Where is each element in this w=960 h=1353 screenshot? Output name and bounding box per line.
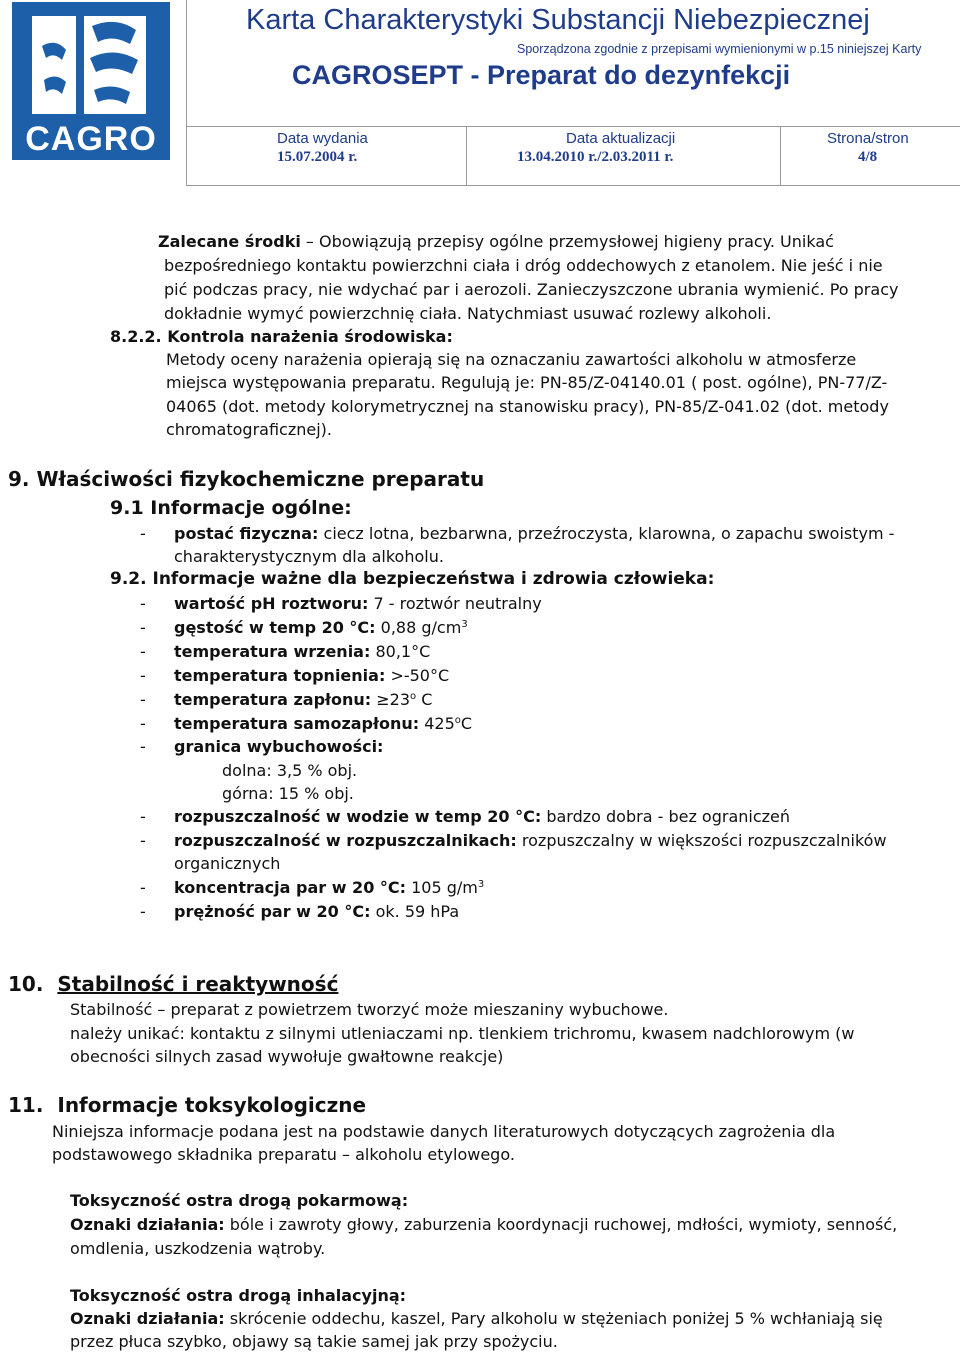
degree-sign: o bbox=[410, 691, 417, 702]
bullet-dash: - bbox=[140, 524, 146, 543]
property-vapour-concentration bbox=[174, 878, 484, 898]
property-melting-point bbox=[174, 666, 449, 686]
physical-form-label: postać fizyczna: bbox=[174, 524, 319, 543]
solvent-solubility-line: organicznych bbox=[174, 854, 281, 873]
property-flash-point bbox=[174, 690, 432, 710]
environment-exposure-line: miejsca występowania preparatu. Regulują je: PN-85/Z-04140.01 ( post. ogólne), PN-77/Z- bbox=[166, 373, 888, 392]
flash-value: ≥23 bbox=[371, 690, 410, 709]
ph-label: wartość pH roztworu: bbox=[174, 594, 369, 613]
oral-toxicity-effects bbox=[70, 1215, 897, 1235]
section-11-heading bbox=[8, 1093, 366, 1117]
flash-unit: C bbox=[416, 690, 433, 709]
stability-line: obecności silnych zasad wywołuje gwałtowne reakcje) bbox=[70, 1047, 504, 1066]
bullet-dash: - bbox=[140, 666, 146, 685]
product-name: CAGROSEPT - Preparat do dezynfekcji bbox=[292, 60, 791, 90]
document-title: Karta Charakterystyki Substancji Niebezpiecznej bbox=[246, 4, 870, 36]
stability-line: Stabilność – preparat z powietrzem tworzyć może mieszaniny wybuchowe. bbox=[70, 1000, 669, 1019]
property-autoignition bbox=[174, 714, 472, 734]
environment-exposure-line: chromatograficznej). bbox=[166, 420, 332, 439]
toxicology-intro-line: podstawowego składnika preparatu – alkoholu etylowego. bbox=[52, 1145, 515, 1164]
issue-date-value: 15.07.2004 r. bbox=[277, 149, 358, 165]
property-vapour-pressure bbox=[174, 902, 459, 922]
vapour-concentration-label: koncentracja par w 20 °C: bbox=[174, 878, 407, 897]
document-subtitle: Sporządzona zgodnie z przepisami wymienionymi w p.15 niniejszej Karty bbox=[517, 42, 922, 56]
recommended-measures-line: dokładnie wymyć powierzchnię ciała. Natychmiast usuwać rozlewy alkoholi. bbox=[164, 304, 772, 323]
autoignition-value: 425 bbox=[419, 714, 455, 733]
company-logo bbox=[12, 2, 170, 160]
explosion-lower-limit: dolna: 3,5 % obj. bbox=[222, 761, 358, 780]
physical-form-value: ciecz lotna, bezbarwna, przeźroczysta, klarowna, o zapachu swoistym - bbox=[318, 524, 895, 543]
vapour-pressure-label: prężność par w 20 °C: bbox=[174, 902, 371, 921]
inhalation-toxicity-heading: Toksyczność ostra drogą inhalacyjną: bbox=[70, 1286, 407, 1305]
environment-exposure-line: Metody oceny narażenia opierają się na oznaczaniu zawartości alkoholu w atmosferze bbox=[166, 350, 857, 369]
recommended-measures-text: – Obowiązują przepisy ogólne przemysłowej higieny pracy. Unikać bbox=[300, 232, 834, 251]
boiling-value: 80,1°C bbox=[370, 642, 431, 661]
header-column-separator bbox=[466, 126, 467, 186]
autoignition-label: temperatura samozapłonu: bbox=[174, 714, 420, 733]
inhalation-toxicity-effects bbox=[70, 1309, 883, 1329]
solvent-solubility-value: rozpuszczalny w większości rozpuszczalników bbox=[516, 831, 887, 850]
issue-date-label: Data wydania bbox=[277, 130, 368, 147]
water-solubility-value: bardzo dobra - bez ograniczeń bbox=[541, 807, 791, 826]
toxicology-intro-line: Niniejsza informacje podana jest na podstawie danych literaturowych dotyczących zagrożenia dla bbox=[52, 1122, 836, 1141]
melting-label: temperatura topnienia: bbox=[174, 666, 386, 685]
flash-label: temperatura zapłonu: bbox=[174, 690, 372, 709]
property-boiling-point bbox=[174, 642, 430, 662]
degree-sign: o bbox=[454, 715, 461, 726]
header-divider bbox=[186, 126, 960, 127]
solvent-solubility-label: rozpuszczalność w rozpuszczalnikach: bbox=[174, 831, 517, 850]
bullet-dash: - bbox=[140, 878, 146, 897]
vapour-pressure-value: ok. 59 hPa bbox=[370, 902, 460, 921]
ph-value: 7 - roztwór neutralny bbox=[368, 594, 542, 613]
recommended-measures-line: bezpośredniego kontaktu powierzchni ciała i dróg oddechowych z etanolem. Nie jeść i nie bbox=[164, 256, 883, 275]
effects-label: Oznaki działania: bbox=[70, 1309, 225, 1328]
section-9-heading: 9. Właściwości fizykochemiczne preparatu bbox=[8, 467, 485, 491]
section-11-number: 11. bbox=[8, 1093, 44, 1117]
update-date-value: 13.04.2010 r./2.03.2011 r. bbox=[517, 149, 674, 165]
inhalation-effects-text: skrócenie oddechu, kaszel, Pary alkoholu w stężeniach poniżej 5 % wchłaniają się bbox=[224, 1309, 883, 1328]
logo-text: CAGRO bbox=[25, 120, 157, 158]
oral-toxicity-effects-line: omdlenia, uszkodzenia wątroby. bbox=[70, 1239, 326, 1258]
water-solubility-label: rozpuszczalność w wodzie w temp 20 °C: bbox=[174, 807, 542, 826]
bullet-dash: - bbox=[140, 807, 146, 826]
recommended-measures-line: pić podczas pracy, nie wdychać par i aerozoli. Zanieczyszczone ubrania wymienić. Po pracy bbox=[164, 280, 899, 299]
page-label: Strona/stron bbox=[827, 130, 909, 147]
explosion-limits-label: granica wybuchowości: bbox=[174, 737, 384, 756]
page-value: 4/8 bbox=[858, 149, 878, 165]
oral-effects-text: bóle i zawroty głowy, zaburzenia koordynacji ruchowej, mdłości, wymioty, senność, bbox=[224, 1215, 898, 1234]
boiling-label: temperatura wrzenia: bbox=[174, 642, 371, 661]
bullet-dash: - bbox=[140, 594, 146, 613]
section-9-2-heading: 9.2. Informacje ważne dla bezpieczeństwa i zdrowia człowieka: bbox=[110, 569, 715, 589]
inhalation-toxicity-effects-line: przez płuca szybko, objawy są takie samej jak przy spożyciu. bbox=[70, 1332, 558, 1351]
stability-line: należy unikać: kontaktu z silnymi utleniaczami np. tlenkiem trichromu, kwasem nadchlorowym (w bbox=[70, 1024, 855, 1043]
property-ph bbox=[174, 594, 542, 614]
explosion-upper-limit: górna: 15 % obj. bbox=[222, 784, 354, 803]
section-10-heading bbox=[8, 972, 338, 996]
melting-value: >-50°C bbox=[385, 666, 450, 685]
effects-label: Oznaki działania: bbox=[70, 1215, 225, 1234]
update-date-label: Data aktualizacji bbox=[566, 130, 676, 147]
vapour-concentration-exponent: 3 bbox=[477, 879, 485, 890]
environment-exposure-heading: 8.2.2. Kontrola narażenia środowiska: bbox=[110, 327, 453, 346]
density-label: gęstość w temp 20 °C: bbox=[174, 618, 376, 637]
bullet-dash: - bbox=[140, 690, 146, 709]
bullet-dash: - bbox=[140, 618, 146, 637]
bullet-dash: - bbox=[140, 714, 146, 733]
section-11-title: Informacje toksykologiczne bbox=[57, 1093, 367, 1117]
oral-toxicity-heading: Toksyczność ostra drogą pokarmową: bbox=[70, 1191, 409, 1210]
property-solvent-solubility bbox=[174, 831, 887, 851]
bullet-dash: - bbox=[140, 831, 146, 850]
physical-form bbox=[174, 524, 894, 544]
section-9-1-heading: 9.1 Informacje ogólne: bbox=[110, 497, 352, 519]
property-water-solubility bbox=[174, 807, 790, 827]
section-10-number: 10. bbox=[8, 972, 44, 996]
bullet-dash: - bbox=[140, 902, 146, 921]
environment-exposure-line: 04065 (dot. metody kolorymetrycznej na stanowisku pracy), PN-85/Z-041.02 (dot. metody bbox=[166, 397, 889, 416]
recommended-measures-label: Zalecane środki bbox=[158, 232, 301, 251]
header-column-separator bbox=[780, 126, 781, 186]
property-density bbox=[174, 618, 468, 638]
recommended-measures bbox=[158, 232, 834, 252]
bullet-dash: - bbox=[140, 737, 146, 756]
physical-form-line: charakterystycznym dla alkoholu. bbox=[174, 547, 444, 566]
bullet-dash: - bbox=[140, 642, 146, 661]
density-exponent: 3 bbox=[461, 619, 468, 630]
vapour-concentration-value: 105 g/m bbox=[406, 878, 478, 897]
density-value: 0,88 g/cm bbox=[375, 618, 462, 637]
section-10-title: Stabilność i reaktywność bbox=[57, 972, 339, 996]
autoignition-unit: C bbox=[460, 714, 473, 733]
